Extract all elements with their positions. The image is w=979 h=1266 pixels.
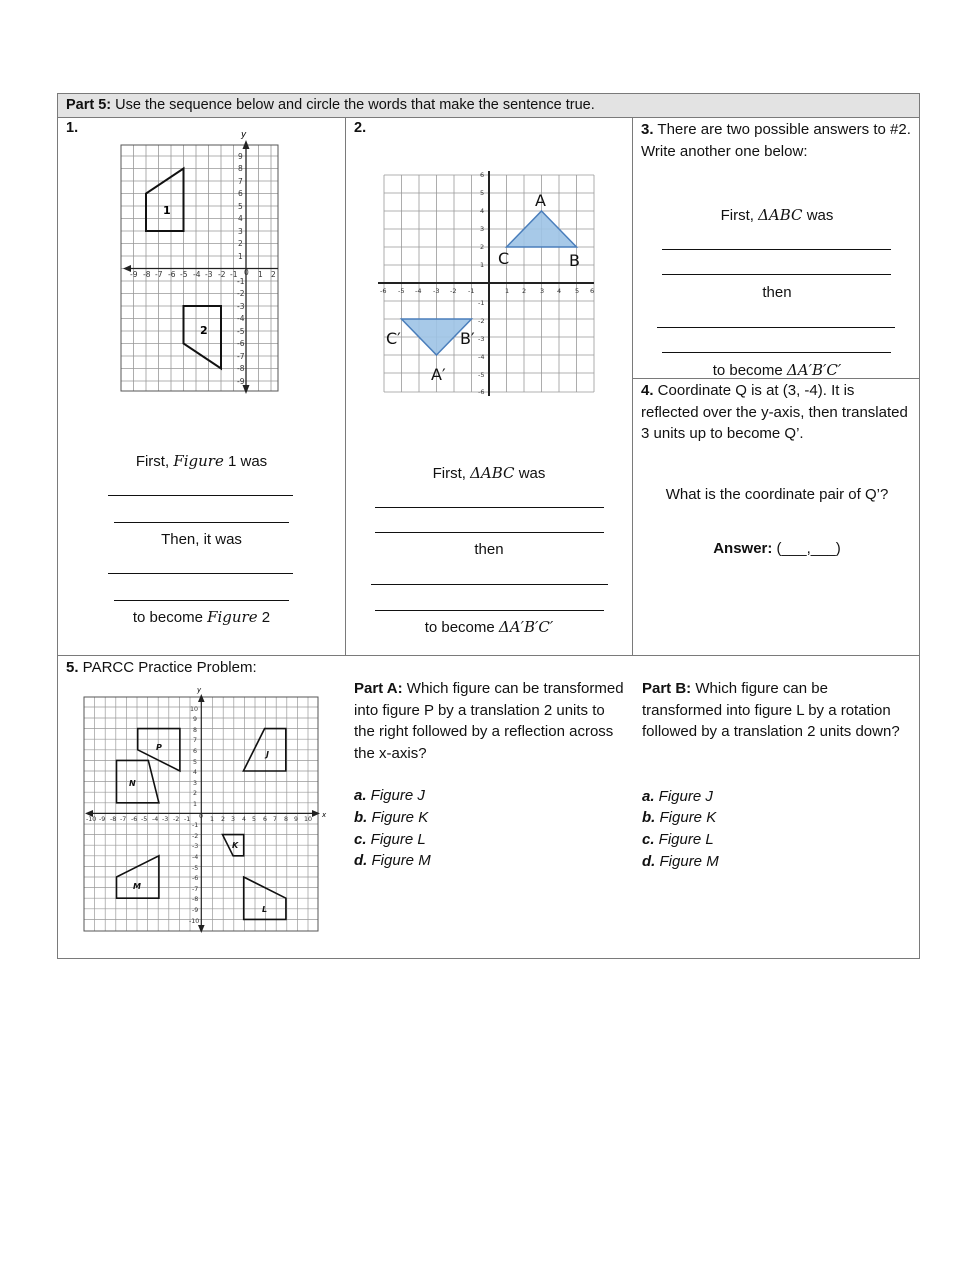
svg-text:-5: -5 [478,371,485,379]
svg-text:-9: -9 [237,377,245,386]
svg-text:7: 7 [193,737,198,744]
svg-text:-7: -7 [192,886,199,893]
svg-text:-6: -6 [478,388,485,396]
svg-text:9: 9 [193,716,198,723]
svg-text:K: K [232,841,239,850]
svg-text:9: 9 [238,152,243,161]
part-b-option-a[interactable]: a. Figure J [642,787,713,805]
svg-text:-6: -6 [131,816,138,823]
svg-text:4: 4 [480,207,485,215]
problem-3-blank-1[interactable] [662,235,891,250]
svg-text:J: J [266,750,269,759]
svg-text:-2: -2 [192,833,199,840]
svg-text:-3: -3 [433,287,440,295]
svg-text:-8: -8 [143,270,151,279]
problem-3-first-line: First, ΔABC was [720,206,834,224]
svg-text:-5: -5 [180,270,188,279]
problem-4-answer[interactable]: Answer: (___,___) [713,540,841,557]
problem-2 [346,118,632,655]
svg-text:2: 2 [271,270,276,279]
svg-text:-5: -5 [237,327,245,336]
problem-5-title: 5. PARCC Practice Problem: [66,659,257,676]
problem-1-first-line: First, Figure 1 was [135,452,268,470]
svg-text:5: 5 [252,816,257,823]
svg-text:1: 1 [258,270,263,279]
part-b-option-c[interactable]: c. Figure L [642,830,714,848]
svg-text:1: 1 [163,204,171,217]
problem-4-question: What is the coordinate pair of Q’? [665,486,889,503]
problem-1-blank-2[interactable] [114,508,289,523]
svg-text:3: 3 [231,816,236,823]
svg-text:-3: -3 [478,335,485,343]
svg-text:-6: -6 [192,875,199,882]
svg-text:-6: -6 [168,270,176,279]
svg-text:-10: -10 [189,918,200,925]
problem-3-blank-3[interactable] [657,313,895,328]
svg-text:4: 4 [242,816,247,823]
problem-5-part-a [354,678,629,872]
svg-text:6: 6 [238,189,243,198]
svg-text:C′: C′ [386,329,401,348]
svg-text:2: 2 [193,790,198,797]
problem-5-graph [76,684,332,934]
svg-text:-7: -7 [237,352,245,361]
part-header [58,94,919,118]
svg-text:-1: -1 [237,277,245,286]
row-problems-1-4 [58,118,919,656]
problem-2-first-line: First, ΔABC was [432,464,546,482]
svg-text:6: 6 [263,816,268,823]
svg-text:-3: -3 [237,302,245,311]
svg-text:y: y [197,686,202,694]
problem-5-part-b [642,678,912,872]
svg-text:-5: -5 [141,816,148,823]
problem-2-blank-3[interactable] [371,570,608,585]
svg-text:-8: -8 [110,816,117,823]
svg-text:y: y [241,130,247,140]
svg-text:-2: -2 [218,270,226,279]
svg-text:5: 5 [193,759,198,766]
problem-2-blank-2[interactable] [375,518,604,533]
svg-text:-10: -10 [86,816,97,823]
svg-text:x: x [322,811,327,819]
problem-3-then-line: then [762,284,792,301]
svg-text:-2: -2 [450,287,457,295]
svg-text:-5: -5 [398,287,405,295]
svg-text:3: 3 [480,225,485,233]
svg-text:C: C [498,249,510,268]
problem-1-graph [113,128,293,398]
svg-text:-8: -8 [192,896,199,903]
svg-text:1: 1 [480,261,485,269]
svg-text:B: B [569,251,580,270]
svg-text:6: 6 [590,287,595,295]
problem-2-become-line: to become ΔA′B′C′ [424,618,554,636]
problem-2-blank-1[interactable] [375,493,604,508]
svg-text:1: 1 [238,252,243,261]
svg-text:-4: -4 [237,314,245,323]
figure-2-shape [184,306,222,369]
problem-1-blank-4[interactable] [114,586,289,601]
svg-text:-4: -4 [415,287,422,295]
svg-text:-4: -4 [152,816,159,823]
svg-text:-1: -1 [184,816,191,823]
svg-text:0: 0 [199,813,204,820]
problem-1-become-line: to become Figure 2 [132,608,271,626]
part-b-option-d[interactable]: d. Figure M [642,852,719,870]
svg-text:-2: -2 [237,289,245,298]
problem-1-number: 1. [66,120,79,136]
svg-text:8: 8 [284,816,289,823]
part-b-option-b[interactable]: b. Figure K [642,809,717,827]
problem-2-number: 2. [354,120,367,136]
svg-text:3: 3 [193,780,198,787]
svg-text:1: 1 [210,816,215,823]
svg-text:4: 4 [238,214,243,223]
svg-text:9: 9 [294,816,299,823]
part-a-question: Part A: Which figure can be transformed into figure P by a translation 2 units to the right followed by a reflection across the x-axis? [354,680,624,762]
problem-3-become-line: to become ΔA′B′C′ [712,361,842,379]
problem-4-prompt: 4. Coordinate Q is at (3, -4). It is reflected over the y-axis, then translated 3 units up to become Q’. [641,382,908,443]
svg-text:-7: -7 [120,816,127,823]
svg-text:-1: -1 [192,822,199,829]
problem-3-blank-2[interactable] [662,260,891,275]
svg-text:-4: -4 [193,270,201,279]
problem-1-blank-3[interactable] [108,559,293,574]
svg-text:3: 3 [540,287,545,295]
problem-2-graph [376,166,596,396]
svg-text:2: 2 [200,324,208,337]
svg-text:0: 0 [244,268,249,277]
svg-text:5: 5 [238,202,243,211]
svg-text:-4: -4 [192,854,199,861]
problem-3-prompt: 3. There are two possible answers to #2. Write another one below: [641,121,911,160]
svg-text:8: 8 [238,164,243,173]
svg-text:A: A [535,191,546,210]
problem-1-blank-1[interactable] [108,481,293,496]
svg-text:6: 6 [193,748,198,755]
part-label: Part 5: [66,97,112,113]
svg-text:-9: -9 [99,816,106,823]
svg-text:-9: -9 [130,270,138,279]
svg-text:N: N [129,779,136,788]
svg-text:2: 2 [238,239,243,248]
svg-text:-8: -8 [237,364,245,373]
svg-text:4: 4 [193,769,198,776]
part-instructions: Use the sequence below and circle the words that make the sentence true. [111,97,595,113]
svg-text:-1: -1 [478,299,485,307]
svg-text:1: 1 [505,287,510,295]
svg-text:2: 2 [480,243,485,251]
part-a-option-d[interactable]: d. Figure M [354,852,431,870]
problem-3-blank-4[interactable] [662,338,891,353]
svg-text:5: 5 [575,287,580,295]
problem-1-then-line: Then, it was [161,531,242,548]
problem-2-then-line: then [474,541,504,558]
worksheet-table [57,93,920,959]
svg-text:-3: -3 [162,816,169,823]
svg-text:-3: -3 [205,270,213,279]
problem-4 [633,379,921,655]
svg-text:7: 7 [238,177,243,186]
svg-text:7: 7 [273,816,278,823]
svg-text:-3: -3 [192,843,199,850]
svg-text:-2: -2 [173,816,180,823]
problem-3 [633,118,921,378]
svg-text:6: 6 [480,171,485,179]
svg-text:3: 3 [238,227,243,236]
part-a-option-b[interactable]: b. Figure K [354,808,429,826]
svg-text:-7: -7 [155,270,163,279]
row-problem-5 [58,656,919,958]
svg-text:2: 2 [221,816,226,823]
svg-text:4: 4 [557,287,562,295]
part-a-option-a[interactable]: a. Figure J [354,787,425,805]
svg-text:-6: -6 [237,339,245,348]
figure-1-shape [146,169,184,232]
svg-text:-5: -5 [192,865,199,872]
svg-text:2: 2 [522,287,527,295]
svg-text:P: P [156,743,162,752]
svg-text:L: L [262,905,268,914]
svg-text:-6: -6 [380,287,387,295]
svg-text:1: 1 [193,801,198,808]
svg-text:-9: -9 [192,907,199,914]
svg-text:5: 5 [480,189,485,197]
svg-text:B′: B′ [460,329,475,348]
svg-text:M: M [133,882,141,891]
problem-2-blank-4[interactable] [375,596,604,611]
svg-text:A′: A′ [431,365,446,384]
svg-text:-1: -1 [230,270,238,279]
svg-text:-2: -2 [478,317,485,325]
part-a-option-c[interactable]: c. Figure L [354,830,426,848]
part-b-question: Part B: Which figure can be transformed into figure L by a rotation followed by a translation 2 units down? [642,680,900,741]
svg-text:10: 10 [304,816,313,823]
svg-text:-1: -1 [468,287,475,295]
svg-text:-4: -4 [478,353,485,361]
svg-text:10: 10 [190,706,199,713]
svg-text:8: 8 [193,727,198,734]
problem-1 [58,118,345,655]
